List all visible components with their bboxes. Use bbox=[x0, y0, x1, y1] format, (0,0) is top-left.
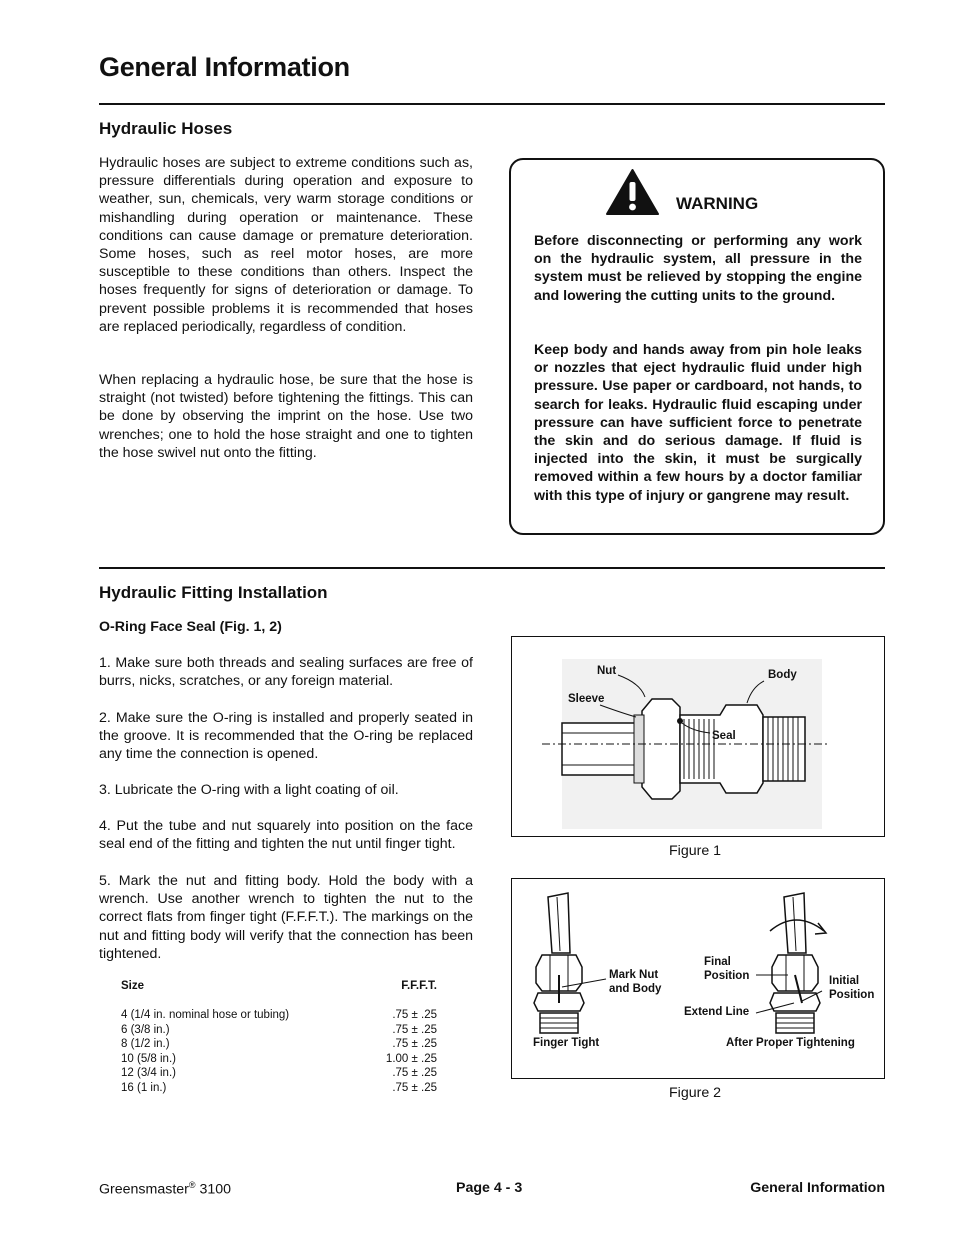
col-size: Size bbox=[121, 980, 145, 992]
warning-triangle-icon bbox=[605, 168, 660, 216]
label-finger-tight: Finger Tight bbox=[533, 1037, 600, 1049]
warning-title: WARNING bbox=[676, 194, 759, 213]
step-1: 1. Make sure both threads and sealing surfaces are free of burrs, nicks, scratches, or any foreign material. bbox=[99, 655, 473, 690]
table-row: 6 (3/8 in.) .75 ± .25 bbox=[121, 1023, 437, 1036]
figure-2-caption: Figure 2 bbox=[669, 1085, 722, 1101]
page-title: General Information bbox=[99, 52, 350, 82]
fitting-heading: Hydraulic Fitting Installation bbox=[99, 583, 328, 602]
step-4: 4. Put the tube and nut squarely into position on the face seal end of the fitting and tighten the nut until finger tight. bbox=[99, 818, 473, 853]
step-3: 3. Lubricate the O-ring with a light coating of oil. bbox=[99, 782, 399, 798]
label-after-tightening: After Proper Tightening bbox=[726, 1037, 855, 1049]
label-final-position: Final Position bbox=[704, 956, 750, 982]
hoses-heading: Hydraulic Hoses bbox=[99, 119, 233, 138]
table-row: 12 (3/4 in.) .75 ± .25 bbox=[121, 1067, 437, 1079]
section-rule bbox=[99, 567, 885, 569]
warning-paragraph-1: Before disconnecting or performing any work on the hydraulic system, all pressure in the system must be relieved by stopping the engine and lowering the cutting units to the ground. bbox=[534, 233, 862, 304]
label-initial-position: Initial Position bbox=[829, 975, 875, 1001]
table-header bbox=[121, 980, 437, 992]
table-row: 10 (5/8 in.) 1.00 ± .25 bbox=[121, 1052, 437, 1065]
footer-page-number: Page 4 - 3 bbox=[456, 1180, 523, 1196]
label-extend-line: Extend Line bbox=[684, 1006, 750, 1018]
footer-product: Greensmaster® 3100 bbox=[99, 1180, 232, 1198]
hoses-paragraph-1: Hydraulic hoses are subject to extreme conditions such as, pressure differentials during operation and exposure to weather, sun, chemicals, very warm storage conditions or mishandling during operation or maintenance. These conditions can cause damage or premature deterioration. Some hoses, such as reel motor hoses, are more susceptible to these conditions than others. Inspect the hoses frequently for signs of deterioration or damage. To prevent possible problems it is recommended that hoses are replaced periodically, regardless of condition. bbox=[99, 155, 473, 335]
label-mark-nut-body: Mark Nut and Body bbox=[609, 969, 662, 995]
table-row: 16 (1 in.) .75 ± .25 bbox=[121, 1081, 437, 1094]
figure-1-caption: Figure 1 bbox=[669, 843, 722, 859]
step-2: 2. Make sure the O-ring is installed and properly seated in the groove. It is recommended that the O-ring be replaced any time the connection is opened. bbox=[99, 710, 473, 763]
title-rule bbox=[99, 103, 885, 105]
warning-paragraph-2: Keep body and hands away from pin hole leaks or nozzles that eject hydraulic fluid under high pressure. Use paper or cardboard, not hands, to search for leaks. Hydraulic fluid escaping under pressure can have sufficient force to penetrate the skin and do serious damage. If fluid is injected into the skin, it must be surgically removed within a few hours by a doctor familiar with this type of injury or gangrene may result. bbox=[534, 342, 862, 504]
step-5: 5. Mark the nut and fitting body. Hold the body with a wrench. Use another wrench to tighten the nut to the correct flats from finger tight (F.F.F.T.). The markings on the nut and fitting body will verify that the connection has been tightened. bbox=[99, 873, 473, 962]
label-sleeve: Sleeve bbox=[568, 693, 605, 705]
footer-section: General Information bbox=[750, 1180, 885, 1196]
col-ffft: F.F.F.T. bbox=[401, 980, 437, 992]
label-nut: Nut bbox=[597, 665, 617, 677]
label-seal: Seal bbox=[712, 730, 736, 742]
oring-fitting-diagram bbox=[512, 637, 884, 836]
hoses-paragraph-2: When replacing a hydraulic hose, be sure that the hose is straight (not twisted) before tightening the fittings. This can be done by observing the imprint on the hose. Use two wrenches; one to hold the hose straight and one to tighten the hose swivel nut onto the fitting. bbox=[99, 372, 473, 461]
ffft-table bbox=[121, 980, 437, 1095]
oring-subheading: O-Ring Face Seal (Fig. 1, 2) bbox=[99, 619, 282, 635]
table-row: 4 (1/4 in. nominal hose or tubing) .75 ± .25 bbox=[121, 1009, 437, 1021]
table-row: 8 (1/2 in.) .75 ± .25 bbox=[121, 1038, 437, 1050]
label-body: Body bbox=[768, 669, 797, 681]
